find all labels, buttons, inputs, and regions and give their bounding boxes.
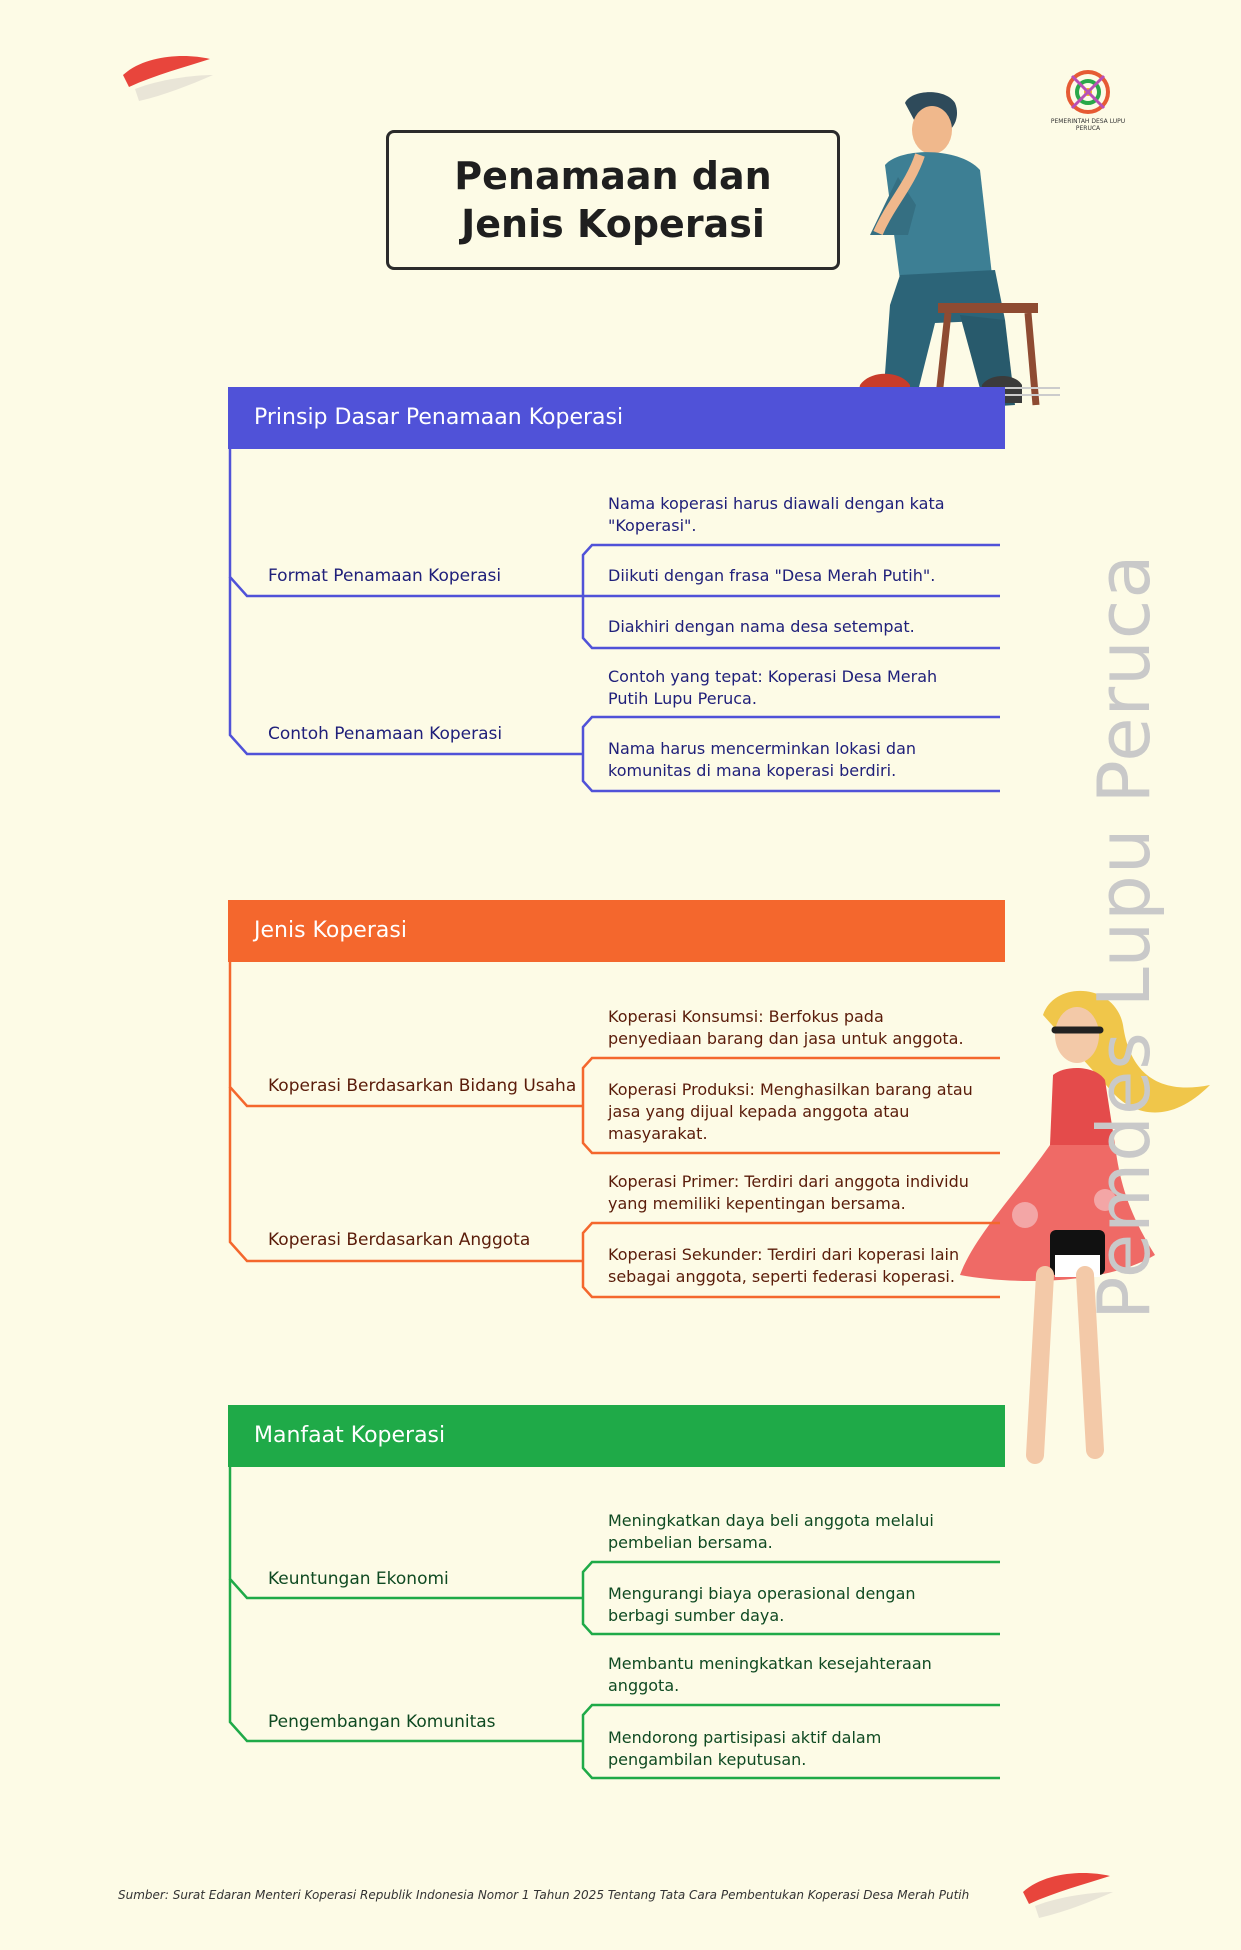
- leaf-item: Koperasi Produksi: Menghasilkan barang atau jasa yang dijual kepada anggota atau masyarakat.: [608, 1080, 973, 1143]
- leaf-item: Diikuti dengan frasa "Desa Merah Putih".: [608, 566, 936, 585]
- group-label: Koperasi Berdasarkan Bidang Usaha: [268, 1076, 577, 1096]
- group-label: Koperasi Berdasarkan Anggota: [268, 1230, 531, 1250]
- source-footer: Sumber: Surat Edaran Menteri Koperasi Republik Indonesia Nomor 1 Tahun 2025 Tentang Tata Cara Pembentukan Koperasi Desa Merah Putih: [118, 1888, 970, 1902]
- group-label: Contoh Penamaan Koperasi: [268, 724, 503, 744]
- leaf-item: Koperasi Sekunder: Terdiri dari koperasi lain sebagai anggota, seperti federasi koperasi.: [608, 1245, 960, 1286]
- flag-brush-icon-bottom: [1015, 1862, 1115, 1922]
- leaf-item: Koperasi Primer: Terdiri dari anggota individu yang memiliki kepentingan bersama.: [608, 1172, 969, 1213]
- leaf-item: Mengurangi biaya operasional dengan berbagi sumber daya.: [608, 1584, 916, 1625]
- leaf-item: Membantu meningkatkan kesejahteraan anggota.: [608, 1654, 932, 1695]
- leaf-item: Contoh yang tepat: Koperasi Desa Merah Putih Lupu Peruca.: [608, 667, 938, 708]
- group-label: Keuntungan Ekonomi: [268, 1569, 449, 1589]
- group-label: Format Penamaan Koperasi: [268, 566, 502, 586]
- group-label: Pengembangan Komunitas: [268, 1712, 496, 1732]
- leaf-item: Nama harus mencerminkan lokasi dan komunitas di mana koperasi berdiri.: [608, 739, 917, 780]
- logo-text: PEMERINTAH DESA LUPU PERUCA: [1050, 118, 1126, 132]
- section-header-text: Jenis Koperasi: [254, 918, 407, 943]
- leaf-item: Diakhiri dengan nama desa setempat.: [608, 617, 915, 636]
- section-header-text: Manfaat Koperasi: [254, 1423, 446, 1448]
- section-header-text: Prinsip Dasar Penamaan Koperasi: [254, 405, 624, 430]
- leaf-item: Meningkatkan daya beli anggota melalui pembelian bersama.: [608, 1511, 934, 1552]
- page-title: Penamaan dan Jenis Koperasi: [454, 154, 772, 246]
- leaf-item: Koperasi Konsumsi: Berfokus pada penyediaan barang dan jasa untuk anggota.: [608, 1007, 964, 1048]
- leaf-item: Nama koperasi harus diawali dengan kata "Koperasi".: [608, 494, 945, 535]
- watermark-text: Pemdes Lupu Peruca: [1082, 553, 1166, 1320]
- leaf-item: Mendorong partisipasi aktif dalam pengambilan keputusan.: [608, 1728, 882, 1769]
